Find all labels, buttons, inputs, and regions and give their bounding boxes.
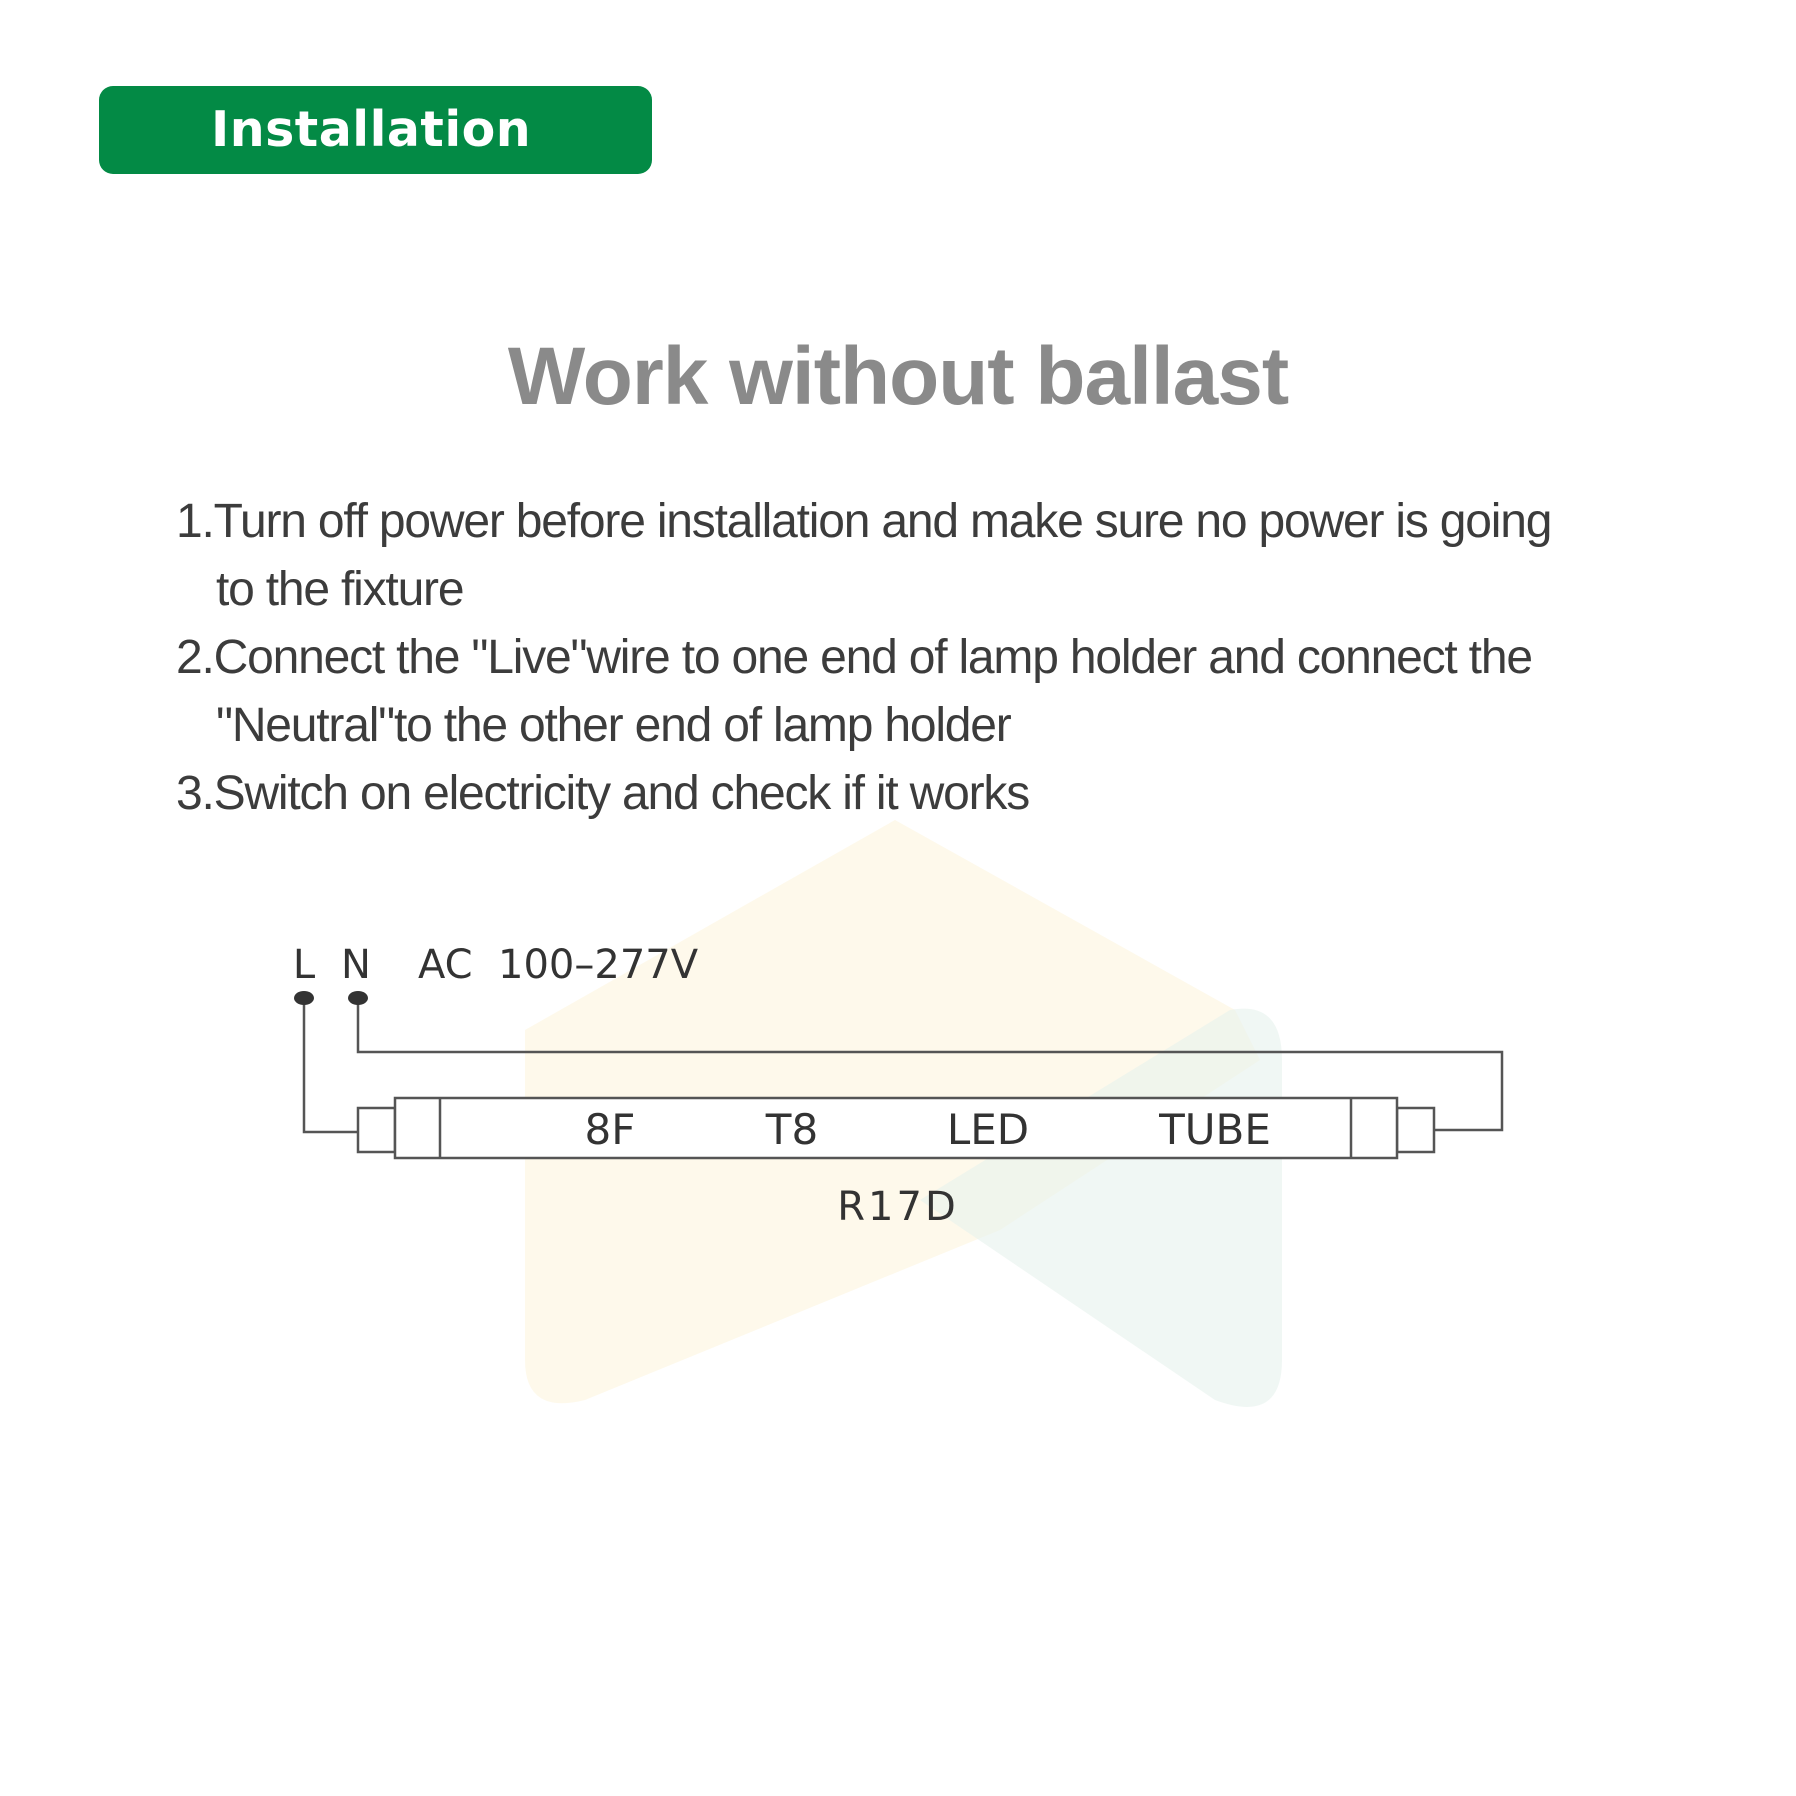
tube-word-led: LED	[946, 1105, 1030, 1154]
neutral-terminal-dot	[348, 991, 368, 1005]
tube-word-tube: TUBE	[1159, 1105, 1271, 1154]
neutral-label: N	[341, 942, 371, 988]
base-type-label: R17D	[837, 1184, 959, 1230]
live-wire	[304, 998, 358, 1132]
tube-word-t8: T8	[765, 1105, 819, 1154]
right-end-cap	[1397, 1108, 1434, 1152]
live-terminal-dot	[294, 991, 314, 1005]
voltage-label: AC 100–277V	[418, 942, 699, 988]
badge-label: Installation	[211, 101, 532, 158]
page-title: Work without ballast	[507, 331, 1289, 422]
step-1: 1.Turn off power before installation and make sure no power is going to the fixture	[176, 495, 1552, 616]
step-2: 2.Connect the "Live"wire to one end of lamp holder and connect the "Neutral"to the other end of lamp holder	[176, 631, 1532, 752]
tube-word-8f: 8F	[584, 1105, 636, 1154]
live-label: L	[292, 942, 316, 988]
step-3: 3.Switch on electricity and check if it works	[176, 767, 1030, 820]
left-end-cap	[358, 1108, 395, 1152]
